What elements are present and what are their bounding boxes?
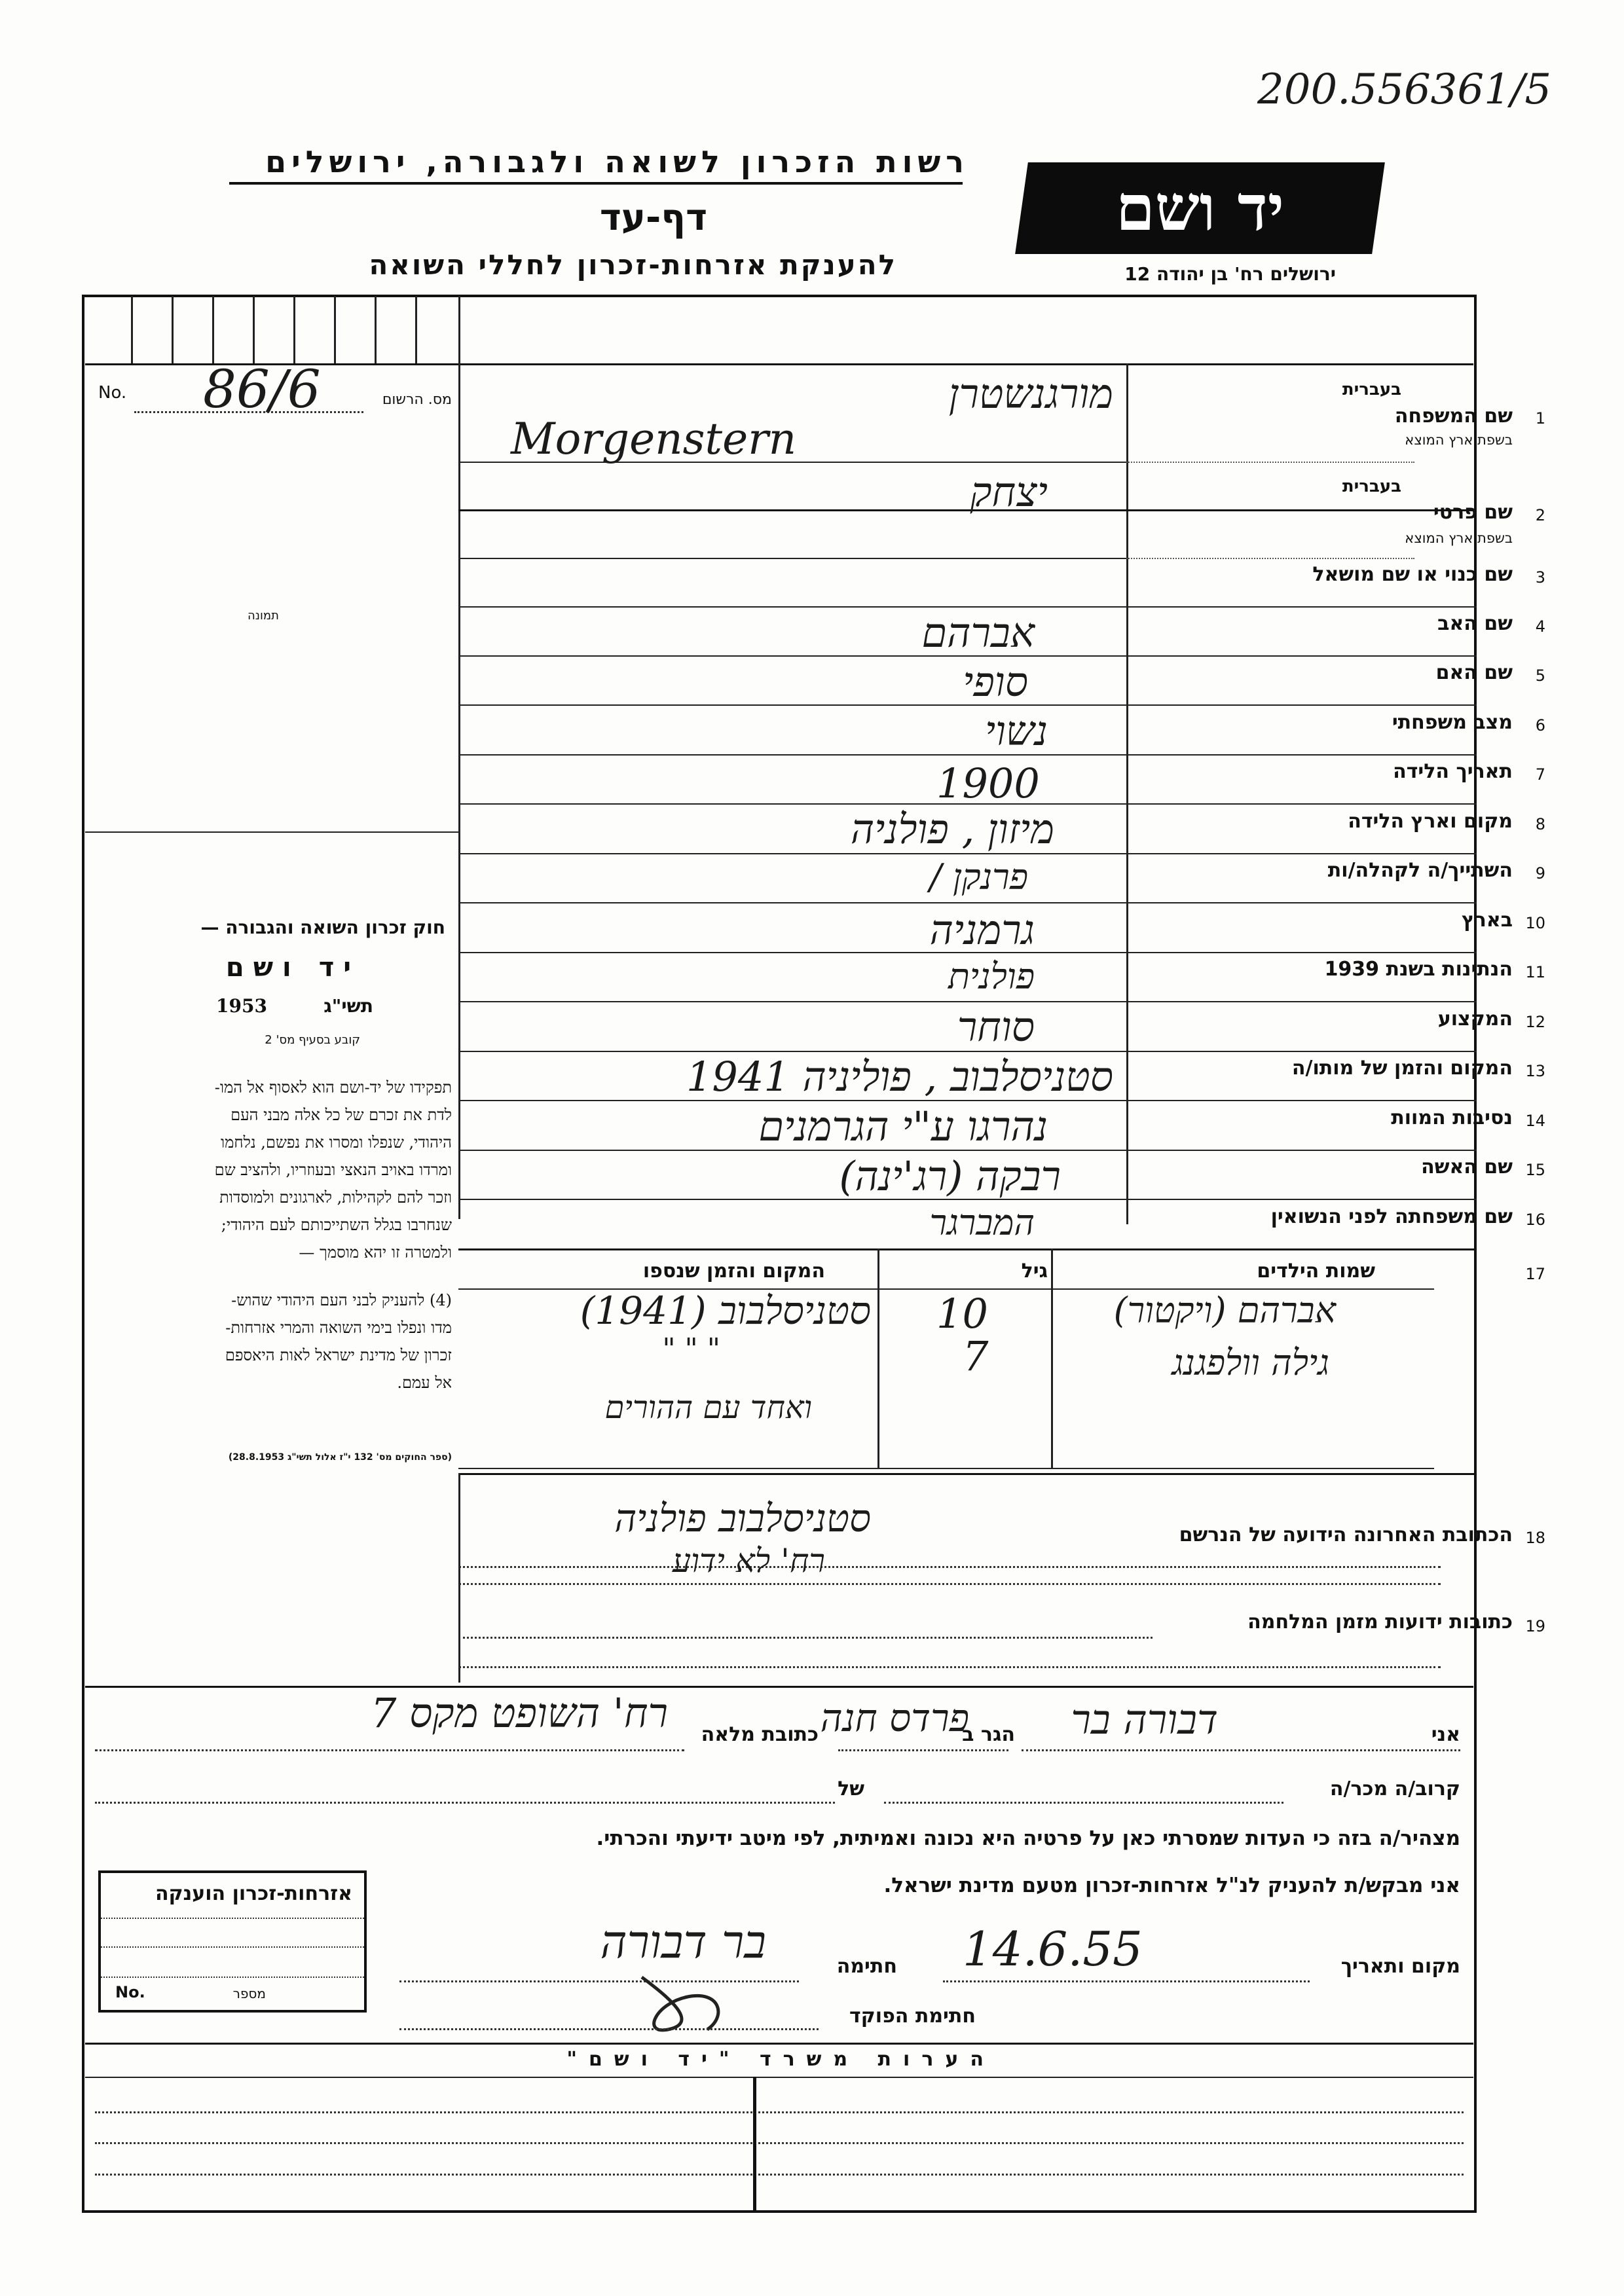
field-13-value[interactable]: סטניסלבוב , פוליניה 1941 [686, 1053, 1113, 1101]
field-15-number: 15 [1525, 1161, 1545, 1179]
child-2-place[interactable]: " " " [662, 1332, 720, 1366]
field-18-number: 18 [1525, 1529, 1545, 1547]
field-4-value[interactable]: אברהם [921, 609, 1035, 657]
field-14-label: נסיבות המוות [1391, 1106, 1513, 1129]
children-header-age: גיל [1021, 1260, 1048, 1283]
form-subtitle: להענקת אזרחות-זכרון לחללי השואה [369, 249, 897, 281]
field-9-number: 9 [1535, 864, 1545, 883]
logo-text: יד ושם [1115, 171, 1285, 245]
field-5-label: שם האם [1435, 661, 1513, 684]
authority-underline [229, 182, 963, 185]
field-5-number: 5 [1535, 666, 1545, 685]
field-7-number: 7 [1535, 765, 1545, 784]
field-12-number: 12 [1525, 1013, 1545, 1031]
law-year: 1953 [216, 995, 267, 1017]
field-16-number: 16 [1525, 1211, 1545, 1229]
field-5-value[interactable]: סופי [963, 658, 1028, 706]
signature-label: חתימה [836, 1955, 897, 1978]
photo-label: תמונה [248, 609, 279, 623]
declaration-text: מצהיר/ה בזה כי העדות שמסרתי כאן על פרטיה היא נכונה ואמיתית, לפי מיטב ידיעתי והכרתי. [596, 1827, 1460, 1850]
declarant-of-label: של [838, 1777, 864, 1800]
field-8-label: מקום וארץ הלידה [1348, 810, 1513, 833]
field-7-label: תאריך הלידה [1393, 760, 1513, 783]
place-date-value[interactable]: 14.6.55 [963, 1922, 1143, 1977]
field-14-value[interactable]: נהרגו ע"י הגרמנים [758, 1102, 1048, 1150]
law-name: יד ושם [225, 953, 360, 983]
field-12-label: המקצוע [1437, 1008, 1513, 1030]
declarant-full-address-label: כתובת מלאה [701, 1723, 819, 1746]
field-15-label: שם האשה [1421, 1156, 1513, 1178]
field-1-sub-hebrew: בעברית [1342, 380, 1401, 399]
law-paragraph-1: תפקידו של יד-ושם הוא לאסוף אל המו- לדת את זכרם של כל אלה מבני העם היהודי, שנפלו ומסרו את נפשם, נלחמו ומרדו באויב הנאצי ובעוזריו, ולהציב שם וזכר להם לקהילות, לארגונים ולמוסדות שנחרבו בגלל השתייכותם לעם היהודי; ולמטרה זו יהא מוסמך — [214, 1078, 452, 1262]
office-notes-title: הערות משרד "יד ושם" [566, 2048, 995, 2071]
law-year-hebrew: תשי"ג [323, 995, 373, 1017]
field-10-number: 10 [1525, 914, 1545, 932]
declarant-resides-label: הגר ב [962, 1723, 1015, 1746]
yad-vashem-logo [1015, 162, 1385, 254]
field-13-number: 13 [1525, 1062, 1545, 1080]
field-11-number: 11 [1525, 963, 1545, 981]
field-11-label: הנתינות בשנת 1939 [1324, 958, 1513, 981]
certificate-no-label: No. [115, 1983, 145, 2001]
logo-address: ירושלים רח' בן יהודה 12 [1124, 263, 1336, 285]
field-19-number: 19 [1525, 1617, 1545, 1635]
field-1-value-local[interactable]: Morgenstern [511, 414, 797, 464]
declarant-name[interactable]: דבורה בר [1071, 1696, 1218, 1743]
signature-value[interactable]: בר דבורה [600, 1915, 766, 1969]
certificate-number-label: מספר [232, 1986, 266, 2001]
field-4-label: שם האב [1437, 612, 1513, 635]
field-16-label: שם משפחתה לפני הנשואין [1270, 1205, 1513, 1228]
authority-title: רשות הזכרון לשואה ולגבורה, ירושלים [265, 144, 969, 179]
law-clause-ref: קובע בסעיף מס' 2 [265, 1033, 360, 1047]
field-13-label: המקום והזמן של מותו/ה [1291, 1057, 1513, 1080]
field-6-number: 6 [1535, 716, 1545, 735]
field-11-value[interactable]: פולנית [948, 956, 1035, 997]
field-3-number: 3 [1535, 568, 1545, 587]
field-6-value[interactable]: נשוי [984, 707, 1048, 755]
field-1-label: שם המשפחה [1394, 405, 1513, 428]
field-8-value[interactable]: מיזון , פולניה [850, 805, 1054, 853]
declarant-ani-label: אני [1431, 1723, 1460, 1746]
child-2-name[interactable]: גילה וולפגנג [1172, 1342, 1329, 1383]
certificate-box [98, 1870, 367, 2013]
field-19-label: כתובות ידועות מזמן המלחמה [1247, 1611, 1513, 1633]
child-2-age[interactable]: 7 [963, 1332, 989, 1380]
field-1-value-hebrew[interactable]: מורגנשטרן [948, 370, 1113, 418]
field-4-number: 4 [1535, 617, 1545, 636]
archive-reference: 200.556361/5 [1257, 65, 1552, 114]
form-title: דף-עד [599, 196, 707, 239]
field-18-value-2[interactable]: רח' לא ידוע [672, 1542, 825, 1580]
law-paragraph-2: (4) להעניק לבני העם היהודי שהוש- מדו ונפלו בימי השואה והמרי אזרחות- זכרון של מדינת ישראל לאות היאספם אל עמם. [225, 1291, 452, 1392]
field-14-number: 14 [1525, 1112, 1545, 1130]
field-2-sub-local: בשפת ארץ המוצא [1405, 530, 1513, 546]
child-3-place[interactable]: ואחד עם ההורים [604, 1389, 812, 1426]
child-1-place[interactable]: סטניסלבוב (1941) [580, 1288, 871, 1333]
field-2-number: 2 [1535, 506, 1545, 524]
registration-no-label: No. [98, 383, 127, 403]
field-10-value[interactable]: גרמניה [929, 906, 1035, 954]
field-12-value[interactable]: סוחר [957, 1003, 1035, 1051]
field-2-value[interactable]: יצחק [970, 468, 1048, 516]
declarant-relative-label: קרוב/ה מכר/ה [1329, 1777, 1460, 1800]
children-number: 17 [1525, 1265, 1545, 1283]
signature-scribble [629, 1958, 733, 2036]
field-16-value[interactable]: המברגר [929, 1202, 1035, 1243]
field-9-label: השתייך/ה לקהלה/ות [1327, 859, 1513, 882]
certificate-title: אזרחות-זכרון הוענקה [155, 1882, 352, 1905]
place-date-label: מקום ותאריך [1340, 1955, 1460, 1978]
field-10-label: בארץ [1461, 909, 1513, 932]
children-header-names: שמות הילדים [1257, 1260, 1375, 1283]
official-signature-label: חתימת הפוקד [849, 2005, 976, 2028]
field-8-number: 8 [1535, 815, 1545, 833]
registration-no-value: 86/6 [203, 359, 321, 420]
field-1-sub-local: בשפת ארץ המוצא [1405, 432, 1513, 448]
child-1-age[interactable]: 10 [936, 1290, 988, 1338]
field-15-value[interactable]: רבקה (רג'ינה) [839, 1152, 1061, 1200]
declarant-full-address[interactable]: רח' השופט מקס 7 [371, 1689, 668, 1737]
field-1-number: 1 [1535, 409, 1545, 428]
field-6-label: מצב משפחתי [1392, 711, 1513, 734]
law-footnote: (ספר החוקים מס' 132 י"ז אלול תשי"ג 28.8.1953) [228, 1452, 452, 1463]
field-9-value[interactable]: פרנקן / [929, 856, 1028, 898]
request-text: אני מבקש/ת להעניק לנ"ל אזרחות-זכרון מטעם מדינת ישראל. [883, 1874, 1460, 1897]
field-7-value[interactable]: 1900 [936, 759, 1040, 807]
child-1-name[interactable]: אברהם (ויקטור) [1113, 1290, 1336, 1331]
field-2-label: שם פרטי [1433, 501, 1513, 524]
children-header-place: המקום והזמן שנספו [642, 1260, 825, 1283]
declarant-city[interactable]: פרדס חנה [820, 1696, 969, 1740]
field-18-value-1[interactable]: סטניסלבוב פולניה [614, 1496, 871, 1540]
field-18-label: הכתובת האחרונה הידועה של הנרשם [1179, 1523, 1513, 1546]
field-2-sub-hebrew: בעברית [1342, 477, 1401, 496]
field-3-label: שם כנוי או שם מושאל [1312, 563, 1513, 586]
law-title: חוק זכרון השואה והגבורה — [200, 917, 445, 938]
registration-label: מס. הרשום [382, 392, 452, 408]
